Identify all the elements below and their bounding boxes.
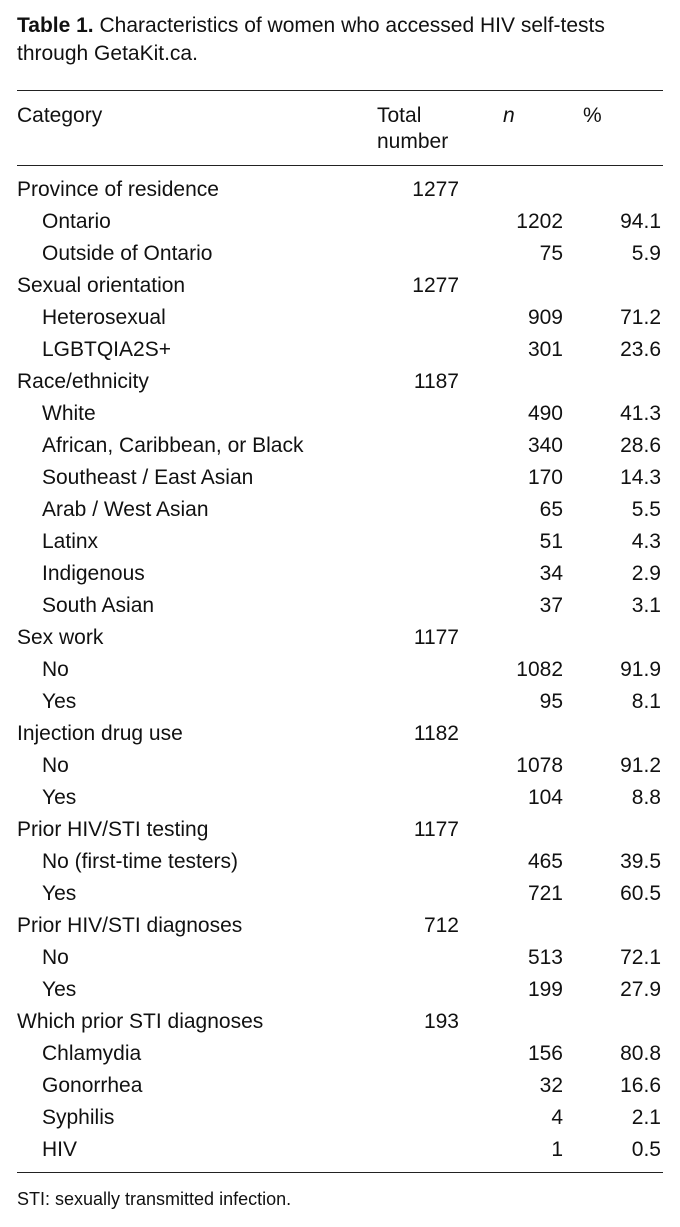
cell-n [487,718,577,750]
table-group-row [17,270,663,302]
cell-n [487,622,577,654]
cell-n: 75 [539,242,563,265]
cell-percent: 71.2 [620,306,661,329]
cell-percent: 94.1 [620,210,661,233]
table-group-row [17,366,663,398]
cell-total-number [377,974,487,1006]
cell-total-number [377,462,487,494]
header-percent: % [577,91,663,166]
cell-percent: 4.3 [631,530,661,553]
header-n: n [487,91,577,166]
cell-total-number [377,206,487,238]
cell-n: 4 [551,1106,563,1129]
table-label: Table 1. [17,14,94,37]
cell-n: 909 [527,306,563,329]
cell-category: Outside of Ontario [42,242,213,265]
table-caption-text: Characteristics of women who accessed HIV self-tests through GetaKit.ca. [17,14,605,65]
cell-n: 51 [539,530,563,553]
table-row [17,686,663,718]
cell-total-number [377,238,487,270]
cell-total-number [377,494,487,526]
cell-category: No [42,658,69,681]
table-row [17,462,663,494]
cell-percent: 2.9 [631,562,661,585]
table-row [17,1102,663,1134]
table-body [17,166,663,1167]
table-row [17,238,663,270]
cell-category: Yes [42,690,77,713]
cell-total-number [377,526,487,558]
table-group-row [17,166,663,207]
cell-n: 340 [527,434,563,457]
cell-category: Indigenous [42,562,145,585]
cell-category: HIV [42,1138,78,1161]
cell-category: African, Caribbean, or Black [42,434,304,457]
cell-percent: 91.9 [620,658,661,681]
cell-category: Race/ethnicity [17,370,149,393]
table-group-row [17,718,663,750]
cell-category: Sex work [17,626,104,649]
cell-total-number: 1182 [413,722,459,745]
cell-category: Injection drug use [17,722,183,745]
cell-total-number: 1277 [412,178,459,201]
cell-n [487,270,577,302]
cell-category: Sexual orientation [17,274,186,297]
cell-total-number [377,1070,487,1102]
cell-n: 490 [527,402,563,425]
table-row [17,302,663,334]
cell-n: 1078 [516,754,563,777]
cell-n: 34 [539,562,563,585]
cell-n: 721 [527,882,563,905]
cell-total-number: 1177 [413,626,459,649]
table-row [17,750,663,782]
cell-total-number [377,1102,487,1134]
table-group-row [17,910,663,942]
cell-total-number [377,590,487,622]
cell-percent [577,814,663,846]
cell-percent: 91.2 [620,754,661,777]
cell-percent: 16.6 [620,1074,661,1097]
table-row [17,878,663,910]
cell-category: Ontario [42,210,111,233]
table-row [17,1070,663,1102]
cell-category: Prior HIV/STI diagnoses [17,914,243,937]
table-group-row [17,622,663,654]
cell-n: 465 [527,850,563,873]
cell-category: Southeast / East Asian [42,466,254,489]
cell-category: Chlamydia [42,1042,142,1065]
table-group-row [17,814,663,846]
cell-category: No (first-time testers) [42,850,239,873]
cell-percent [577,1006,663,1038]
cell-percent: 14.3 [620,466,661,489]
cell-percent: 41.3 [620,402,661,425]
table-row [17,974,663,1006]
table-row [17,334,663,366]
table-row [17,942,663,974]
cell-n: 1 [551,1138,563,1161]
cell-n: 32 [539,1074,563,1097]
cell-category: Yes [42,882,77,905]
cell-n: 199 [527,978,563,1001]
cell-percent: 5.9 [631,242,661,265]
cell-category: LGBTQIA2S+ [42,338,171,361]
cell-percent [577,366,663,398]
cell-category: Yes [42,786,77,809]
cell-percent: 60.5 [620,882,661,905]
table-row [17,654,663,686]
cell-category: No [42,946,69,969]
cell-percent: 8.1 [631,690,661,713]
cell-total-number: 193 [423,1010,459,1033]
table-group-row [17,1006,663,1038]
cell-percent: 23.6 [620,338,661,361]
cell-n: 37 [539,594,563,617]
cell-category: Province of residence [17,178,219,201]
table-row [17,1134,663,1166]
cell-total-number: 1187 [413,370,459,393]
cell-total-number [377,654,487,686]
cell-category: South Asian [42,594,155,617]
table-row [17,1038,663,1070]
cell-percent: 3.1 [631,594,661,617]
cell-total-number [377,398,487,430]
cell-n: 104 [527,786,563,809]
cell-category: Yes [42,978,77,1001]
table-caption [17,12,663,68]
cell-n [487,166,577,207]
characteristics-table [17,91,663,1166]
bottom-rule [17,1172,663,1173]
cell-percent [577,622,663,654]
cell-n: 156 [527,1042,563,1065]
cell-percent: 28.6 [620,434,661,457]
cell-n: 65 [539,498,563,521]
cell-n: 513 [527,946,563,969]
cell-percent: 72.1 [620,946,661,969]
cell-n [487,910,577,942]
cell-n: 301 [527,338,563,361]
cell-category: Arab / West Asian [42,498,209,521]
cell-percent [577,166,663,207]
cell-total-number [377,878,487,910]
cell-category: Latinx [42,530,99,553]
cell-percent: 80.8 [620,1042,661,1065]
cell-percent [577,718,663,750]
table-row [17,782,663,814]
table-row [17,430,663,462]
cell-total-number [377,750,487,782]
cell-percent: 0.5 [631,1138,661,1161]
table-row [17,558,663,590]
cell-percent [577,910,663,942]
cell-total-number [377,334,487,366]
header-category: Category [17,91,377,166]
cell-n [487,366,577,398]
table-header [17,91,663,166]
cell-total-number [377,558,487,590]
cell-total-number [377,302,487,334]
cell-n: 170 [527,466,563,489]
cell-total-number [377,1134,487,1166]
cell-category: No [42,754,69,777]
header-row [17,91,663,166]
cell-percent: 2.1 [631,1106,661,1129]
cell-percent [577,270,663,302]
cell-category: Which prior STI diagnoses [17,1010,264,1033]
cell-percent: 5.5 [631,498,661,521]
cell-n [487,1006,577,1038]
cell-total-number [377,1038,487,1070]
cell-total-number: 1177 [413,818,459,841]
cell-total-number: 1277 [412,274,459,297]
cell-percent: 8.8 [631,786,661,809]
cell-category: White [42,402,96,425]
cell-category: Prior HIV/STI testing [17,818,209,841]
table-row [17,846,663,878]
cell-total-number [377,942,487,974]
cell-total-number [377,846,487,878]
table-row [17,398,663,430]
cell-percent: 27.9 [620,978,661,1001]
cell-total-number [377,430,487,462]
cell-n: 1082 [516,658,563,681]
table-row [17,590,663,622]
table-footnote: STI: sexually transmitted infection. [17,1189,292,1209]
cell-percent: 39.5 [620,850,661,873]
cell-n: 95 [539,690,563,713]
cell-n [487,814,577,846]
cell-total-number [377,782,487,814]
cell-category: Gonorrhea [42,1074,143,1097]
cell-total-number: 712 [423,914,459,937]
cell-category: Heterosexual [42,306,166,329]
cell-category: Syphilis [42,1106,115,1129]
header-total-number: Total number [377,91,487,166]
table-row [17,526,663,558]
cell-n: 1202 [516,210,563,233]
table-row [17,494,663,526]
cell-total-number [377,686,487,718]
table-row [17,206,663,238]
